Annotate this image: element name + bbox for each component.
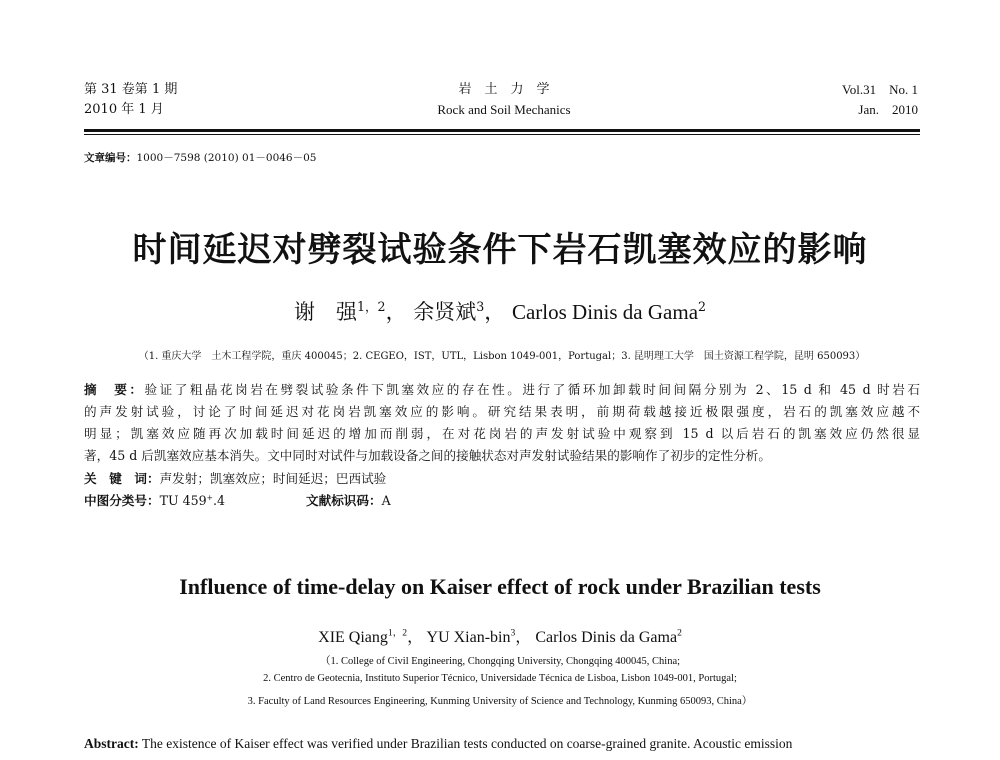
authors-cn bbox=[0, 296, 1000, 326]
title-cn: 时间延迟对劈裂试验条件下岩石凯塞效应的影响 bbox=[132, 230, 868, 270]
doc-code-value: A bbox=[381, 493, 391, 508]
document-code bbox=[306, 490, 391, 512]
article-number-label: 文章编号： bbox=[84, 152, 137, 164]
author-cn-1: 谢 强 bbox=[293, 300, 357, 324]
abstract-en bbox=[84, 736, 792, 752]
clc-value-tail: .4 bbox=[212, 493, 225, 508]
article-number-value: 1000－7598 (2010) 01－0046－05 bbox=[136, 152, 317, 164]
abstract-cn-line bbox=[84, 379, 920, 401]
abstract-cn bbox=[84, 379, 920, 467]
volume-date: Jan. 2010 bbox=[858, 102, 918, 117]
abstract-en-label: Abstract: bbox=[84, 736, 139, 751]
volume-number: Vol.31 No. 1 bbox=[842, 82, 918, 97]
affiliation-cn: （1. 重庆大学 土木工程学院，重庆 400045；2. CEGEO，IST，UTL，Lisbon 1049-001，Portugal；3. 昆明理工大学 国土资源工程学院，昆明 650093） bbox=[138, 351, 866, 362]
issue-info: 第 31 卷第 1 期 bbox=[84, 82, 178, 97]
affiliation-en-3: 3. Faculty of Land Resources Engineering, Kunming University of Science and Technology, Kunming 650093, China） bbox=[247, 696, 753, 707]
abstract-cn-line: 明显；凯塞效应随再次加载时间延迟的增加而削弱，在对花岗岩的声发射试验中观察到 15 d 以后岩石的凯塞效应仍然很显 bbox=[84, 426, 920, 441]
author-cn-3-affil: 2 bbox=[698, 299, 707, 314]
abstract-cn-text: 验证了粗晶花岗岩在劈裂试验条件下凯塞效应的存在性。进行了循环加卸载时间间隔分别为 2、15 d 和 45 d 时岩石 bbox=[144, 382, 920, 397]
clc-label: 中图分类号： bbox=[84, 493, 160, 508]
author-en-1-affil: 1，2 bbox=[387, 627, 408, 639]
abstract-cn-line: 著，45 d 后凯塞效应基本消失。文中同时对试件与加载设备之间的接触状态对声发射试验结果的影响作了初步的定性分析。 bbox=[84, 448, 771, 463]
author-sep: ， bbox=[385, 300, 407, 324]
author-sep: ， bbox=[484, 300, 506, 324]
doc-code-label: 文献标识码： bbox=[306, 493, 382, 508]
header-rule-thin bbox=[84, 134, 920, 135]
author-en-2: YU Xian-bin bbox=[426, 629, 511, 646]
keywords-cn bbox=[84, 468, 386, 490]
authors-en bbox=[0, 624, 1000, 647]
abstract-cn-line: 的声发射试验，讨论了时间延迟对花岗岩凯塞效应的影响。研究结果表明，前期荷载越接近极限强度，岩石的凯塞效应越不 bbox=[84, 404, 920, 419]
author-sep: ， bbox=[515, 629, 532, 646]
keywords-cn-label: 关 键 词： bbox=[84, 471, 160, 486]
affiliation-en-2: 2. Centro de Geotecnia, Instituto Superior Técnico, Universidade Técnica de Lisboa, Lisbon 1049-001, Portugal; bbox=[263, 673, 737, 684]
clc-value-sup: + bbox=[206, 492, 213, 502]
affiliation-en-1: （1. College of Civil Engineering, Chongqing University, Chongqing 400045, China; bbox=[319, 656, 681, 667]
author-en-1: XIE Qiang bbox=[318, 629, 388, 646]
abstract-cn-label: 摘 要： bbox=[84, 382, 145, 397]
author-en-3-affil: 2 bbox=[677, 627, 682, 639]
author-en-3: Carlos Dinis da Gama bbox=[535, 629, 678, 646]
author-sep: ， bbox=[407, 629, 424, 646]
classification-cn bbox=[84, 490, 225, 512]
journal-name-cn: 岩 土 力 学 bbox=[458, 82, 550, 97]
keywords-cn-value: 声发射；凯塞效应；时间延迟；巴西试验 bbox=[159, 471, 387, 486]
author-cn-3: Carlos Dinis da Gama bbox=[511, 300, 699, 324]
article-number bbox=[84, 150, 316, 165]
author-cn-2-affil: 3 bbox=[476, 299, 485, 314]
author-cn-2: 余贤斌 bbox=[413, 300, 477, 324]
clc-value: TU 459 bbox=[159, 493, 207, 508]
title-en: Influence of time-delay on Kaiser effect of rock under Brazilian tests bbox=[179, 574, 821, 599]
journal-name-en: Rock and Soil Mechanics bbox=[437, 102, 571, 117]
issue-date: 2010 年 1 月 bbox=[84, 102, 164, 117]
author-cn-1-affil: 1，2 bbox=[356, 299, 386, 314]
abstract-en-text: The existence of Kaiser effect was verified under Brazilian tests conducted on coarse-grained granite. Acoustic emission bbox=[138, 736, 793, 751]
author-en-2-affil: 3 bbox=[510, 627, 516, 639]
header-rule-thick bbox=[84, 129, 920, 132]
